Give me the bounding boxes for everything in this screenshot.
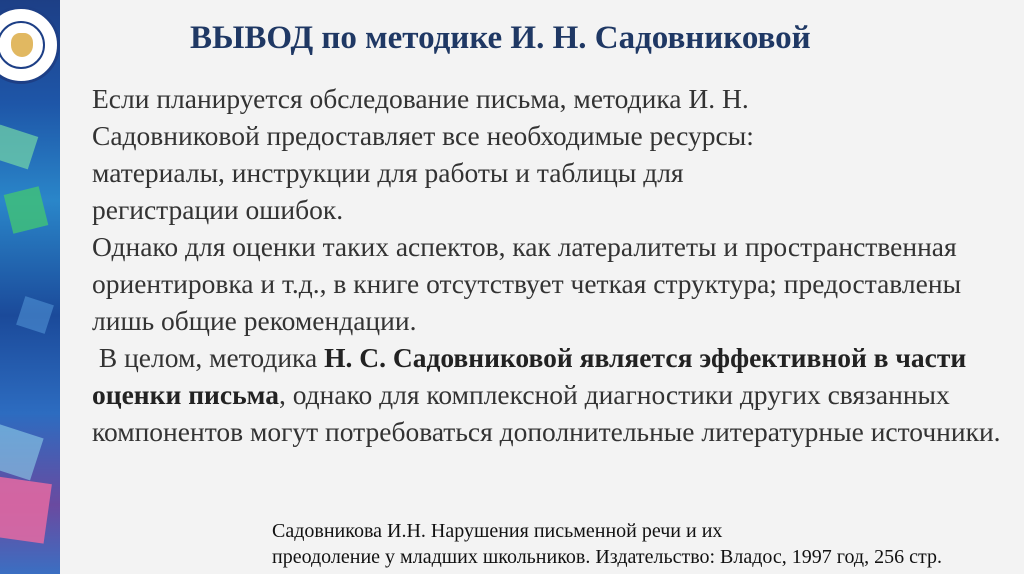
slide-body [92,80,1012,450]
citation [272,518,1022,570]
decorative-cube [16,296,54,334]
decorative-sidebar [0,0,60,574]
university-logo-icon [0,6,60,84]
logo-emblem [11,33,33,57]
paragraph-2: Однако для оценки таких аспектов, как латералитеты и пространственная ориентировка и т.д., в книге отсутствует четкая структура; предоставлены лишь общие рекомендации. [92,231,962,336]
paragraph-3-bold: Н. С. Садовниковой является эффективной в части оценки письма [92,342,967,410]
slide-title: ВЫВОД по методике И. Н. Садовниковой [190,20,811,56]
decorative-cube [4,186,49,234]
citation-line-1: Садовникова И.Н. Нарушения письменной речи и их [272,520,723,542]
paragraph-1: Если планируется обследование письма, методика И. Н. Садовниковой предоставляет все необходимые ресурсы: материалы, инструкции для работы и таблицы для регистрации ошибок. [92,83,754,225]
decorative-cube [0,125,38,170]
paragraph-3-lead: В целом, методика [98,342,318,373]
paragraph-3-tail: , однако для комплексной диагностики других связанных компонентов могут потребоваться дополнительные литературные источники. [92,379,1001,447]
citation-line-2: преодоление у младших школьников. Издательство: Владос, 1997 год, 256 стр. [272,546,942,568]
decorative-cube [0,476,52,543]
decorative-cube [0,424,44,481]
paragraph-3 [92,339,1017,450]
